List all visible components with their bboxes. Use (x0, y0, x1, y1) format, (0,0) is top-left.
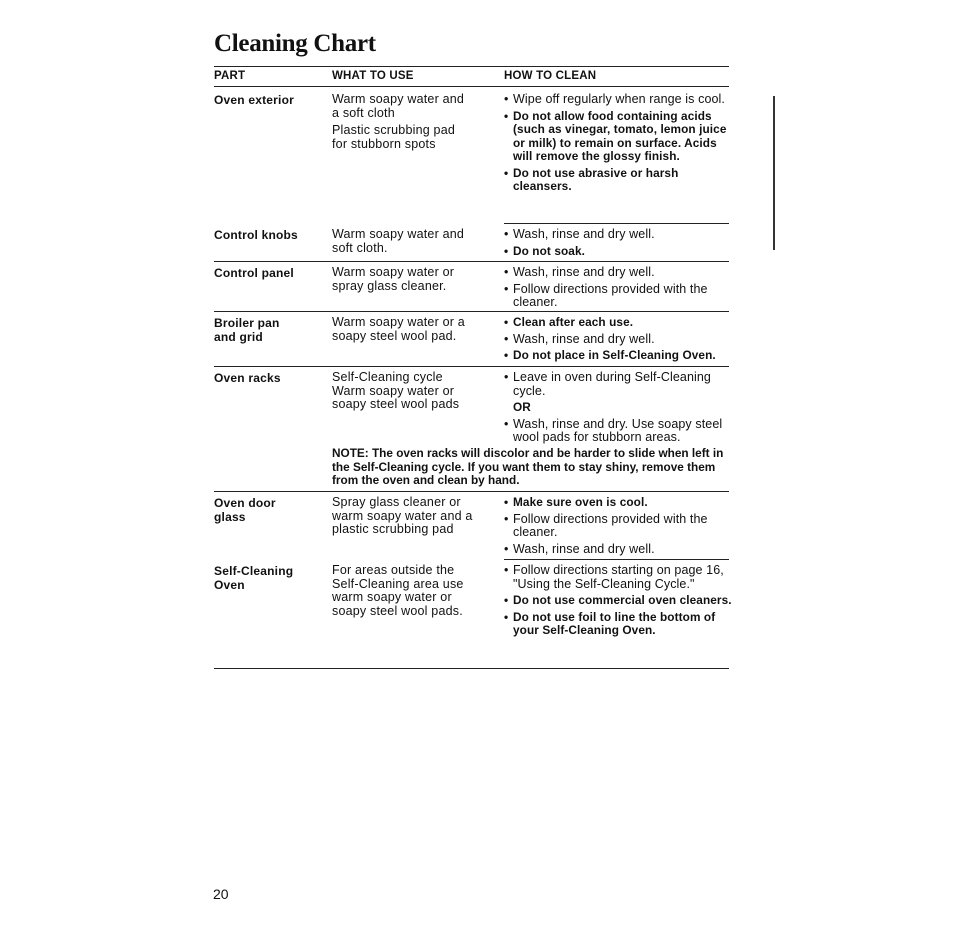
row-how-to-clean (504, 316, 732, 366)
oven-racks-note: NOTE: The oven racks will discolor and be harder to slide when left in the Self-Cleaning cycle. If you want them to stay shiny, remove them from the oven and clean by hand. (332, 446, 724, 488)
part-label-line: and grid (214, 330, 263, 344)
part-label-line: Control panel (214, 266, 294, 280)
what-to-use-entry (332, 93, 494, 120)
row-how-to-clean (504, 371, 732, 448)
what-to-use-entry (332, 124, 494, 151)
instruction-item: • Leave in oven during Self-Cleaning cycle. (504, 371, 732, 398)
what-to-use-line: spray glass cleaner. (332, 278, 447, 293)
row-what-to-use (332, 316, 494, 346)
what-to-use-line: a soft cloth (332, 105, 395, 120)
what-to-use-line: Warm soapy water or a (332, 315, 465, 329)
instruction-item: • Follow directions provided with the cleaner. (504, 513, 732, 540)
row-what-to-use (332, 371, 494, 415)
row-what-to-use (332, 496, 494, 540)
row-separator (214, 311, 729, 312)
row-how-to-clean (504, 228, 732, 261)
what-to-use-line: Warm soapy water and (332, 92, 465, 106)
row-separator (214, 491, 729, 492)
what-to-use-entry (332, 316, 494, 343)
what-to-use-line: warm soapy water or (332, 590, 452, 604)
row-how-to-clean (504, 564, 732, 641)
part-label-line: glass (214, 510, 246, 524)
or-separator: OR (513, 400, 531, 414)
instruction-item: • Wash, rinse and dry. Use soapy steel wool pads for stubborn areas. (504, 418, 732, 445)
instruction-item: • Wash, rinse and dry well. (504, 543, 732, 557)
instruction-item: • Do not allow food containing acids (such as vinegar, tomato, lemon juice or milk) to remain on surface. Acids will remove the glossy finish. (504, 110, 732, 164)
column-header-how-to-clean: HOW TO CLEAN (504, 70, 597, 82)
row-what-to-use (332, 93, 494, 154)
what-to-use-line: Spray glass cleaner or (332, 495, 461, 509)
row-part-label (214, 93, 324, 107)
column-header-what-to-use: WHAT TO USE (332, 70, 414, 82)
row-part-label (214, 496, 324, 524)
row-how-to-clean (504, 266, 732, 313)
part-label-line: Oven (214, 578, 245, 592)
row-part-label (214, 228, 324, 242)
table-top-rule (214, 66, 729, 67)
part-label-line: Oven door (214, 496, 276, 510)
instruction-item: • Wipe off regularly when range is cool. (504, 93, 732, 107)
row-separator (504, 223, 729, 224)
instruction-item: • Do not soak. (504, 245, 732, 259)
what-to-use-line: soft cloth. (332, 240, 388, 255)
instruction-item: • Do not use commercial oven cleaners. (504, 594, 732, 608)
header-bottom-rule (214, 86, 729, 87)
margin-bar (773, 96, 775, 250)
what-to-use-line: soapy steel wool pads (332, 397, 460, 411)
instruction-item: • Make sure oven is cool. (504, 496, 732, 510)
row-part-label (214, 266, 324, 280)
what-to-use-line: Warm soapy water or (332, 265, 455, 279)
row-how-to-clean (504, 496, 732, 559)
part-label-line: Self-Cleaning (214, 564, 294, 578)
row-how-to-clean (504, 93, 732, 197)
what-to-use-line: for stubborn spots (332, 136, 436, 151)
row-what-to-use (332, 228, 494, 258)
what-to-use-line: Self-Cleaning cycle (332, 370, 443, 384)
instruction-item: • Follow directions provided with the cleaner. (504, 283, 732, 310)
what-to-use-entry (332, 371, 494, 412)
instruction-item: • Clean after each use. (504, 316, 732, 330)
row-separator (214, 668, 729, 669)
instruction-item: • Do not place in Self-Cleaning Oven. (504, 349, 732, 363)
page-title: Cleaning Chart (214, 30, 376, 57)
instruction-item: • Do not use abrasive or harsh cleansers. (504, 167, 732, 194)
row-part-label (214, 316, 324, 344)
part-label-line: Control knobs (214, 228, 298, 242)
row-separator (214, 261, 729, 262)
column-header-part: PART (214, 70, 246, 82)
part-label-line: Broiler pan (214, 316, 280, 330)
row-separator (504, 559, 729, 560)
row-part-label (214, 564, 324, 592)
part-label-line: Oven racks (214, 371, 281, 385)
what-to-use-line: Warm soapy water and (332, 227, 465, 241)
row-separator (214, 366, 729, 367)
what-to-use-entry (332, 496, 494, 537)
instruction-item: • Wash, rinse and dry well. (504, 333, 732, 347)
what-to-use-line: Warm soapy water or (332, 383, 455, 398)
what-to-use-line: For areas outside the (332, 563, 455, 577)
page-number: 20 (213, 886, 229, 902)
what-to-use-entry (332, 266, 494, 293)
what-to-use-line: soapy steel wool pad. (332, 328, 457, 343)
instruction-item: • Do not use foil to line the bottom of your Self-Cleaning Oven. (504, 611, 732, 638)
instruction-item: • Wash, rinse and dry well. (504, 266, 732, 280)
what-to-use-line: Self-Cleaning area use (332, 576, 464, 591)
row-what-to-use (332, 564, 494, 621)
part-label-line: Oven exterior (214, 93, 294, 107)
instruction-item: • Wash, rinse and dry well. (504, 228, 732, 242)
row-part-label (214, 371, 324, 385)
what-to-use-entry (332, 228, 494, 255)
what-to-use-line: plastic scrubbing pad (332, 522, 454, 536)
row-what-to-use (332, 266, 494, 296)
what-to-use-line: Plastic scrubbing pad (332, 123, 456, 137)
what-to-use-line: soapy steel wool pads. (332, 603, 463, 618)
what-to-use-line: warm soapy water and a (332, 508, 473, 523)
what-to-use-entry (332, 564, 494, 618)
instruction-item: • Follow directions starting on page 16, "Using the Self-Cleaning Cycle." (504, 564, 732, 591)
